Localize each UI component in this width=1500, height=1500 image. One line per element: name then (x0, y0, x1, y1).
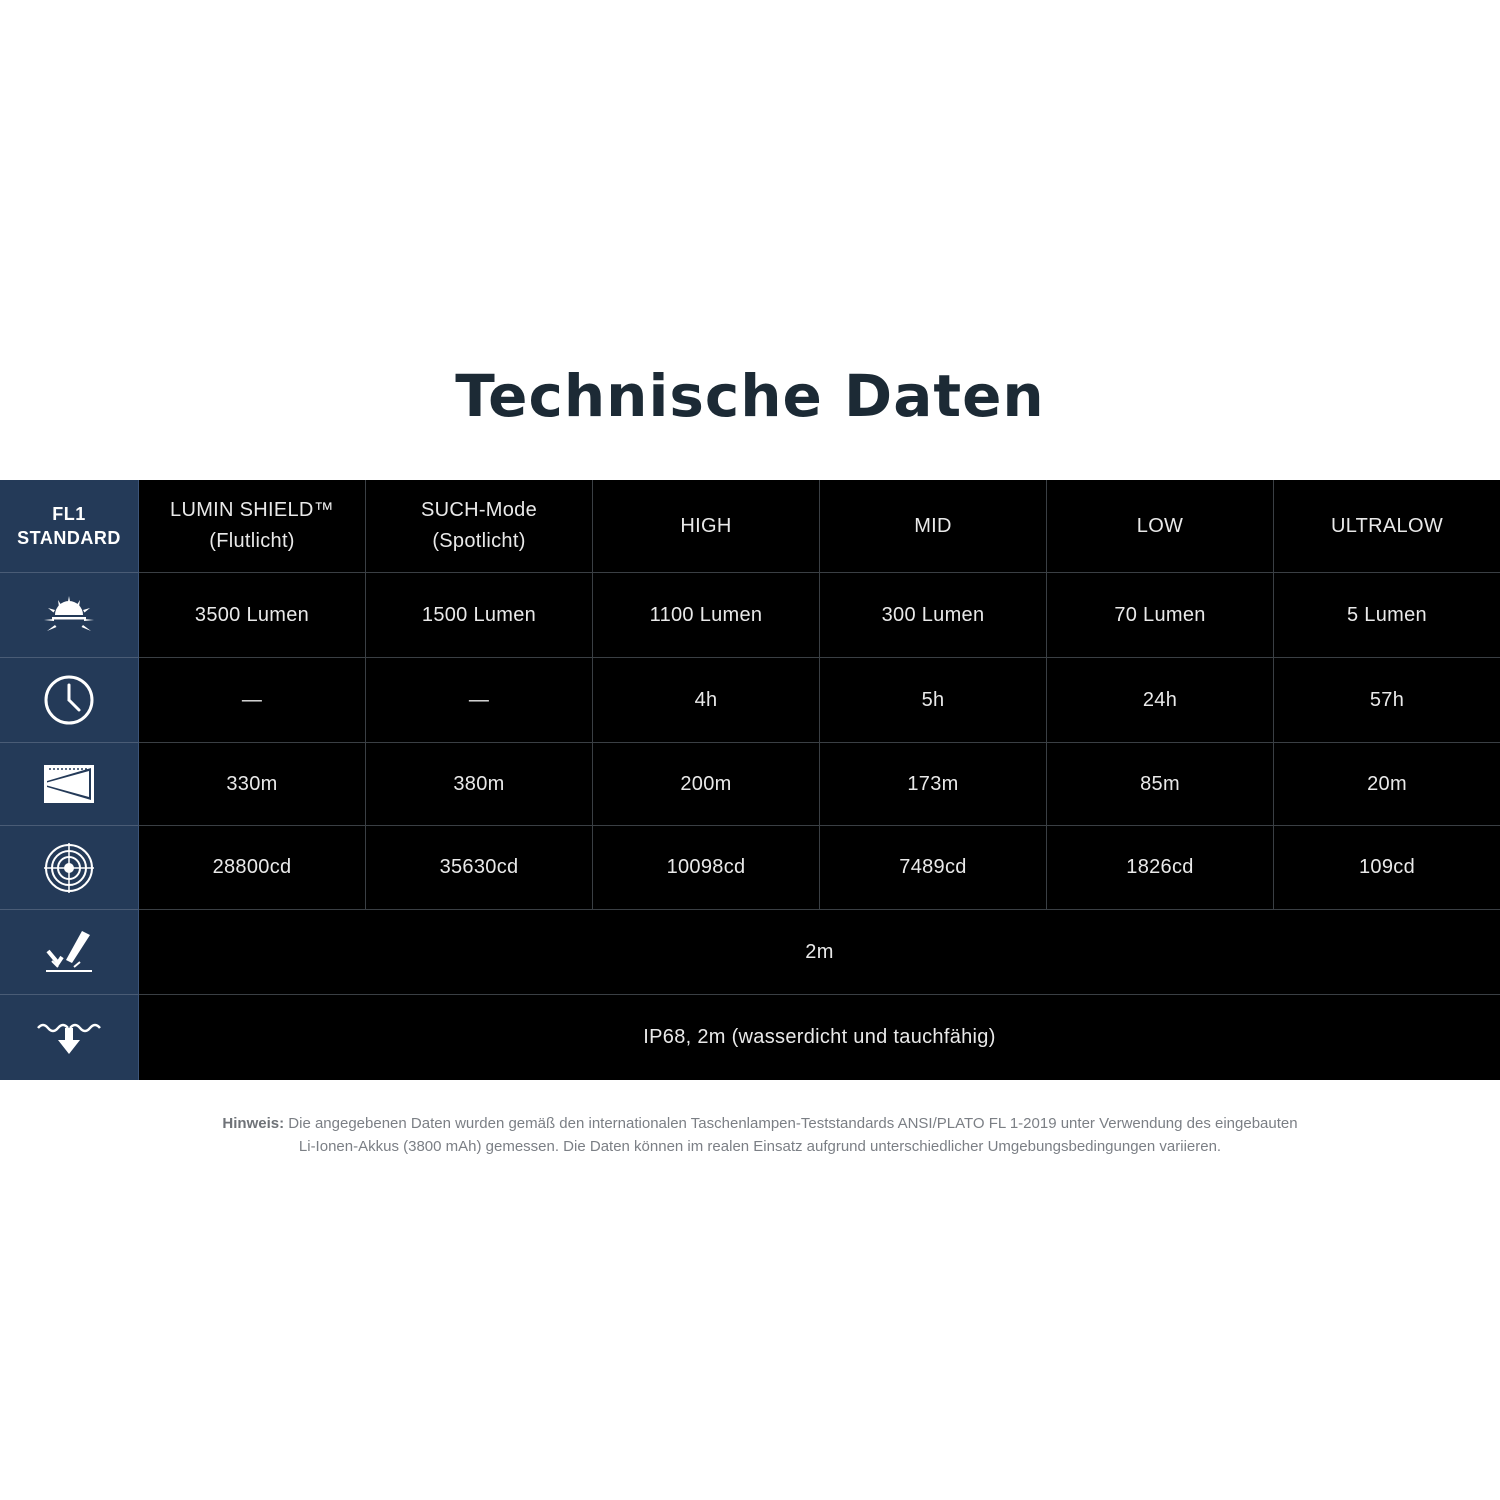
header-line: LUMIN SHIELD™ (170, 499, 334, 521)
table-cell: — (139, 657, 366, 742)
table-cell: 7489cd (820, 825, 1047, 909)
table-cell: — (366, 657, 593, 742)
table-cell: 28800cd (139, 825, 366, 909)
table-cell: 109cd (1274, 825, 1500, 909)
table-cell: 1100 Lumen (593, 572, 820, 657)
row-icon-cell (0, 657, 139, 742)
header-lumin-shield (139, 480, 366, 572)
table-cell: 4h (593, 657, 820, 742)
runtime-row (0, 657, 1500, 742)
brightness-icon (42, 595, 96, 635)
table-cell: 85m (1047, 742, 1274, 825)
table-cell: 380m (366, 742, 593, 825)
brightness-row (0, 572, 1500, 657)
header-ultralow (1274, 480, 1500, 572)
model-label (17, 502, 121, 550)
row-icon-cell (0, 909, 139, 994)
table-cell: 35630cd (366, 825, 593, 909)
header-row (0, 480, 1500, 572)
table-cell: 57h (1274, 657, 1500, 742)
beam-distance-row (0, 742, 1500, 825)
header-line: HIGH (680, 514, 732, 537)
waterproof-icon (36, 1020, 102, 1056)
table-cell: 20m (1274, 742, 1500, 825)
row-icon-cell (0, 572, 139, 657)
waterproof-value: IP68, 2m (wasserdicht und tauchfähig) (139, 994, 1500, 1080)
footnote (130, 1112, 1390, 1158)
table-cell: 173m (820, 742, 1047, 825)
footnote-line2: Li-Ionen-Akkus (3800 mAh) gemessen. Die Daten können im realen Einsatz aufgrund unterschiedlicher Umgebungsbedingungen variieren. (298, 1138, 1222, 1155)
intensity-target-icon (43, 842, 95, 894)
table-cell: 24h (1047, 657, 1274, 742)
page-title: Technische Daten (455, 362, 1045, 430)
spec-table (0, 480, 1500, 1080)
table-cell: 330m (139, 742, 366, 825)
impact-resistance-value: 2m (139, 909, 1500, 994)
model-label-cell (0, 480, 139, 572)
waterproof-row (0, 994, 1500, 1080)
impact-resistance-row (0, 909, 1500, 994)
footnote-label: Hinweis: (222, 1115, 285, 1132)
header-line: MID (914, 514, 952, 537)
table-cell: 1826cd (1047, 825, 1274, 909)
model-name: FL1 (52, 504, 86, 524)
table-cell: 200m (593, 742, 820, 825)
table-cell: 70 Lumen (1047, 572, 1274, 657)
header-line: (Flutlicht) (209, 530, 295, 552)
row-icon-cell (0, 825, 139, 909)
header-line: ULTRALOW (1330, 514, 1444, 537)
clock-icon (43, 674, 95, 726)
table-cell: 5 Lumen (1274, 572, 1500, 657)
table-cell: 300 Lumen (820, 572, 1047, 657)
header-low (1047, 480, 1274, 572)
footnote-line1: Die angegebenen Daten wurden gemäß den internationalen Taschenlampen-Teststandards ANSI/PLATO FL 1-2019 unter Verwendung des eingebauten (288, 1115, 1298, 1132)
header-line: LOW (1136, 514, 1184, 537)
header-line: SUCH-Mode (420, 499, 538, 521)
row-icon-cell (0, 994, 139, 1080)
header-line: (Spotlicht) (432, 530, 526, 552)
header-such-mode (366, 480, 593, 572)
table-cell: 3500 Lumen (139, 572, 366, 657)
header-high (593, 480, 820, 572)
header-mid (820, 480, 1047, 572)
table-cell: 5h (820, 657, 1047, 742)
table-cell: 10098cd (593, 825, 820, 909)
beam-distance-icon (43, 764, 95, 804)
model-variant: STANDARD (17, 528, 121, 548)
table-cell: 1500 Lumen (366, 572, 593, 657)
impact-resistance-icon (44, 929, 94, 975)
intensity-row (0, 825, 1500, 909)
row-icon-cell (0, 742, 139, 825)
